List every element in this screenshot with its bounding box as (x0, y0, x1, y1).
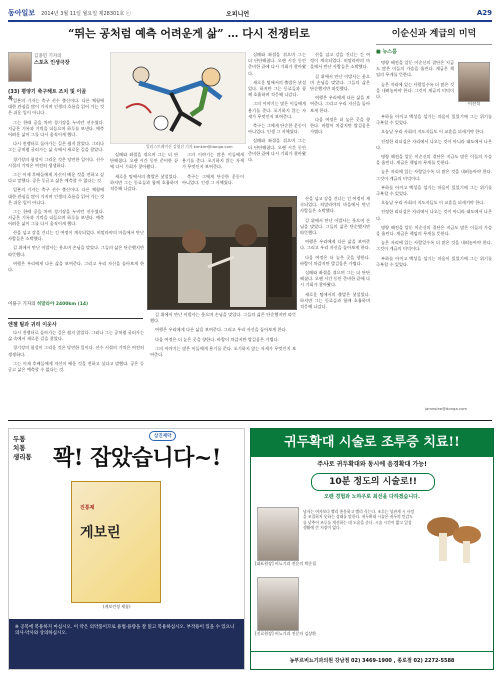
paragraph: 높은 자리에 있는 사람일수록 더 많은 것을 내려놓아야 한다. 그것이 계급의 미덕이다. (376, 81, 454, 100)
paragraph: 그의 이야기는 많은 이들에게 용기를 준다. 포기하지 않는 자세가 무엇인지 보여준다. (248, 101, 306, 119)
soccer-player-illustration (111, 53, 245, 143)
paragraph: 산을 넘고 강을 건너는 긴 여정이 계속되었다. 히말라야의 마을에서 만난 사람들은 소박했다. (310, 52, 370, 70)
paragraph: 일본의 기자는 축구 선수 출신이다. 다른 체험에 대한 관심을 많이 가지며 인생의 흐름을 읽어 가는 것은 쉬운 일이 아니다. (8, 187, 104, 205)
ad-divider (8, 420, 492, 421)
paragraph: 명량 해전을 앞둔 이순신의 결단은 지금도 많은 이들의 가슴을 울린다. 계급은 책임의 무게를 뜻한다. (376, 224, 492, 237)
paragraph: 부하를 아끼고 백성을 섬기는 마음이 있었기에 그는 위기를 극복할 수 있었다. (376, 114, 492, 126)
paragraph: 길 위에서 만난 이발사는 웃으며 손님을 맞았다. 그들의 삶은 단순했지만 따뜻했다. (300, 217, 370, 236)
paragraph: 실패와 좌절을 겪으며 그는 더 단단해졌다. 오랜 시간 동안 준비한 끝에 다시 기회가 찾아왔다. (248, 138, 306, 163)
clinic-ad (250, 428, 494, 670)
paragraph: 부하를 아끼고 백성을 섬기는 마음이 있었기에 그는 위기를 극복할 수 있었다. (376, 255, 492, 267)
text-column-5 (8, 230, 144, 294)
paragraph: 실패와 좌절을 겪으며 그는 더 단단해졌다. 오랜 시간 동안 준비한 끝에 다시 기회가 찾아왔다. (248, 52, 306, 76)
illustration-caption: 일러스트레이션 김영진 기자 kimkim@donga.com (146, 144, 233, 149)
text-column-4 (310, 52, 370, 194)
right-text-top (376, 60, 454, 112)
paragraph: 길 위에서 만난 이발사는 웃으며 손님을 맞았다. 그들의 삶은 단순했지만 따뜻했다. (8, 245, 144, 257)
paragraph: 명량 해전을 앞둔 이순신의 결단은 지금도 많은 이들의 가슴을 울린다. 계급은 책임의 무게를 뜻한다. (376, 60, 454, 78)
author-name: 이진석 (467, 101, 481, 106)
clinic-ad-footer: 농부르비뇨기과의원 강남점 02) 3469-1900 , 종로점 02) 2272-5588 (251, 651, 493, 670)
paragraph: 그는 이제 후배들에게 자신이 배운 것을 전하고 싶다고 말했다. 공은 둥글고 삶은 예측할 수 없다는 것. (8, 360, 144, 373)
text-column-8 (150, 312, 296, 406)
masthead (8, 6, 492, 22)
newspaper-logo: 동아일보 (8, 8, 36, 17)
paragraph: 실패와 좌절을 겪으며 그는 더 단단해졌다. 오랜 시간 동안 준비한 끝에 다시 기회가 찾아왔다. (110, 152, 178, 170)
paragraph: 그의 이야기는 많은 이들에게 용기를 준다. 포기하지 않는 자세가 무엇인지 보여준다. (150, 345, 296, 358)
series-prefix: 이용구 기자의 (8, 302, 36, 307)
paragraph: 부하를 아끼고 백성을 섬기는 마음이 있었기에 그는 위기를 극복할 수 있었다. (376, 184, 492, 197)
paragraph: 산을 넘고 강을 건너는 긴 여정이 계속되었다. 히말라야의 마을에서 만난 사람들은 소박했다. (300, 196, 370, 214)
product-sub: 진통제 (80, 505, 95, 511)
paragraph: 다음 여정은 더 높은 곳을 향한다. 바람이 차갑지만 발걸음은 가볍다. (155, 336, 279, 342)
byline-text (34, 54, 70, 66)
right-text-body (376, 114, 492, 404)
ad-brand-badge: 삼진제약 (149, 431, 176, 441)
illustration (110, 52, 246, 144)
paragraph: 그의 이야기는 많은 이들에게 용기를 준다. 포기하지 않는 자세가 무엇인지 보여준다. (182, 152, 244, 170)
paragraph: 실패와 좌절을 겪으며 그는 더 단단해졌다. 오랜 시간 동안 준비한 끝에 다시 기회가 찾아왔다. (300, 270, 370, 288)
paragraph: 새로운 팀에서의 출발은 낯설었다. 하지만 그는 동료들과 함께 호흡하며 적응해 나갔다. (110, 173, 178, 192)
doctor-photo (257, 507, 299, 561)
page-number: A29 (476, 9, 492, 17)
paragraph: 다음 여정은 더 높은 곳을 향한다. 바람이 차갑지만 발걸음은 가볍다. (310, 116, 370, 135)
author-email: jameslee@donga.com (425, 406, 468, 411)
clinic-ad-sub: 주사로 귀두확대와 동시에 음경확대 가능! (317, 461, 427, 468)
author-photo (458, 62, 490, 102)
byline-series: 스포츠 인생극장 (34, 60, 70, 66)
paragraph: 축구는 그에게 단순한 운동이 아니었다. 인생 그 자체였다. (248, 123, 306, 135)
paragraph: 새로운 팀에서의 출발은 낯설었다. 하지만 그는 동료들과 함께 호흡하며 적응해 나갔다. (300, 291, 370, 310)
text-column-6 (300, 196, 370, 406)
right-column-title: 이순신과 계급의 미덕 (376, 24, 492, 45)
paragraph: 다시 전쟁터로 돌아가는 길은 쉽지 않았다. 그러나 그는 공처럼 굴러가는 삶 속에서 새로운 길을 찾았다. (8, 330, 144, 342)
paragraph: 그는 한때 공을 차며 경기장을 누비던 선수였다. 지금은 기록과 기억을 더듬으며 하루를 보낸다. 예측 어려운 삶이 그를 다시 움직이게 했다. (8, 209, 104, 227)
mushroom-illustration (423, 507, 487, 567)
paragraph: 여행은 우리에게 다른 삶을 보여준다. 그리고 우리 자신을 돌아보게 한다. (8, 260, 144, 273)
ad-big-copy: 꽉! 잡았습니다~! (53, 445, 221, 471)
product-box (71, 481, 161, 603)
box-column-title: 엔젤 틸과 귀리 이웃사 (8, 318, 143, 328)
street-barber-photo (148, 197, 296, 309)
text-column-2a (110, 152, 178, 194)
paragraph: 진정한 리더십은 자리에서 나오는 것이 아니라 태도에서 나온다. (376, 209, 492, 221)
paragraph: 진정한 리더십은 자리에서 나오는 것이 아니라 태도에서 나온다. (376, 138, 492, 150)
painkiller-ad (8, 428, 245, 670)
paragraph: 다음 여정은 더 높은 곳을 향한다. 바람이 차갑지만 발걸음은 가볍다. (300, 254, 370, 266)
paragraph: 다시 전쟁터로 돌아가는 길은 쉽지 않았다. 그러나 그는 공처럼 굴러가는 삶 속에서 새로운 길을 찾았다. (8, 141, 104, 153)
text-column-2b (182, 152, 244, 194)
paragraph: 경기장의 함성이 그리운 것은 당연한 일이다. 선수 시절의 기억은 여전히 생생하다. (8, 345, 144, 357)
text-column-7 (8, 330, 144, 406)
paragraph: 길 위에서 만난 이발사는 웃으며 손님을 맞았다. 그들의 삶은 단순했지만 따뜻했다. (150, 312, 296, 324)
ad-disclaimer: ※ 공복에 복용하지 마십시오. 이 약은 의약품이므로 용법·용량을 잘 읽고 복용하십시오. 부작용이 있을 수 있으니 의사·약사와 상의하십시오. (9, 619, 244, 669)
section-name: 오피니언 (226, 10, 250, 18)
paragraph: 그는 한때 공을 차며 경기장을 누비던 선수였다. 지금은 기록과 기억을 더듬으며 하루를 보낸다. 예측 어려운 삶이 그를 다시 움직이게 했다. (8, 119, 104, 138)
clinic-ad-body: 남자는 여자보다 빨리 흥분하고 빨리 식는다. 조루는 성관계 시 사정을 조절하지 못하는 상태를 말한다. 귀두확대 시술은 귀두의 민감도를 낮추어 조루를 개선하는 데 도움을 준다. 시술 시간이 짧고 일상생활에 큰 지장이 없다. (303, 509, 415, 531)
barber-photo (147, 196, 297, 310)
paragraph: 여행은 우리에게 다른 삶을 보여준다. 그리고 우리 자신을 돌아보게 한다. (300, 239, 370, 251)
product-caption: (게보린정 제품) (103, 604, 131, 609)
newsroom-label: ■ 뉴스룸 (376, 49, 397, 55)
paragraph: 경기장의 함성이 그리운 것은 당연한 일이다. 선수 시절의 기억은 여전히 생생하다. (8, 156, 104, 168)
clinic-ad-pill: 10분 정도의 시술로!! (311, 473, 435, 491)
series-label (8, 301, 150, 307)
column-subtitle: (33) 평양기 축구해트 조치 및 이골복 (8, 89, 87, 102)
paragraph: 새로운 팀에서의 출발은 낯설었다. 하지만 그는 동료들과 함께 호흡하며 적응해 나갔다. (248, 79, 306, 98)
paragraph: 여행은 우리에게 다른 삶을 보여준다. 그리고 우리 자신을 돌아보게 한다. (310, 95, 370, 113)
clinic-ad-header: 귀두확대 시술로 조루증 치료!! (251, 429, 493, 457)
paragraph: 높은 자리에 있는 사람일수록 더 많은 것을 내려놓아야 한다. 그것이 계급의 미덕이다. (376, 169, 492, 181)
product-name: 게보린 (80, 525, 121, 541)
paragraph: 오늘날 우리 사회의 지도자들도 이 교훈을 되새겨야 한다. (381, 129, 485, 135)
series-title: 히말라야 2400km (14) (36, 302, 89, 307)
doctor-name: [진료원장] 비뇨기과 전문의 김상환 (255, 631, 317, 636)
paragraph: 길 위에서 만난 이발사는 웃으며 손님을 맞았다. 그들의 삶은 단순했지만 따뜻했다. (310, 73, 370, 92)
issue-date: 2014년 3월 11일 월요일 제28301호 ⓒ (41, 10, 131, 17)
paragraph: 산을 넘고 강을 건너는 긴 여정이 계속되었다. 히말라야의 마을에서 만난 사람들은 소박했다. (8, 230, 144, 242)
text-column-3 (248, 52, 306, 194)
right-opinion-column (376, 48, 492, 408)
paragraph: 축구는 그에게 단순한 운동이 아니었다. 인생 그 자체였다. (182, 173, 244, 185)
clinic-ad-tagline: 오랜 경험과 노하우로 최선을 다하겠습니다. (324, 494, 420, 500)
paragraph: 높은 자리에 있는 사람일수록 더 많은 것을 내려놓아야 한다. 그것이 계급의 미덕이다. (376, 240, 492, 252)
doctor-photo (257, 577, 299, 631)
paragraph: 그는 이제 후배들에게 자신이 배운 것을 전하고 싶다고 말했다. 공은 둥글고 삶은 예측할 수 없다는 것. (8, 172, 104, 184)
paragraph: 명량 해전을 앞둔 이순신의 결단은 지금도 많은 이들의 가슴을 울린다. 계급은 책임의 무게를 뜻한다. (376, 154, 492, 166)
main-headline: “뛰는 공처럼 예측 어려운게 삶” … 다시 전쟁터로 (68, 27, 310, 40)
paragraph: 여행은 우리에게 다른 삶을 보여준다. 그리고 우리 자신을 돌아보게 한다. (155, 327, 287, 333)
doctor-name: [대표원장] 비뇨기과 전문의 박준철 (255, 561, 317, 566)
reporter-photo (8, 52, 32, 82)
paragraph: 일본의 기자는 축구 선수 출신이다. 다른 체험에 대한 관심을 많이 가지며 인생의 흐름을 읽어 가는 것은 쉬운 일이 아니다. (8, 98, 104, 116)
ad-side-title: 두통 치통 생리통 (13, 435, 32, 461)
paragraph: 오늘날 우리 사회의 지도자들도 이 교훈을 되새겨야 한다. (381, 200, 485, 206)
byline-role: 김종민 기자의 (34, 54, 62, 59)
